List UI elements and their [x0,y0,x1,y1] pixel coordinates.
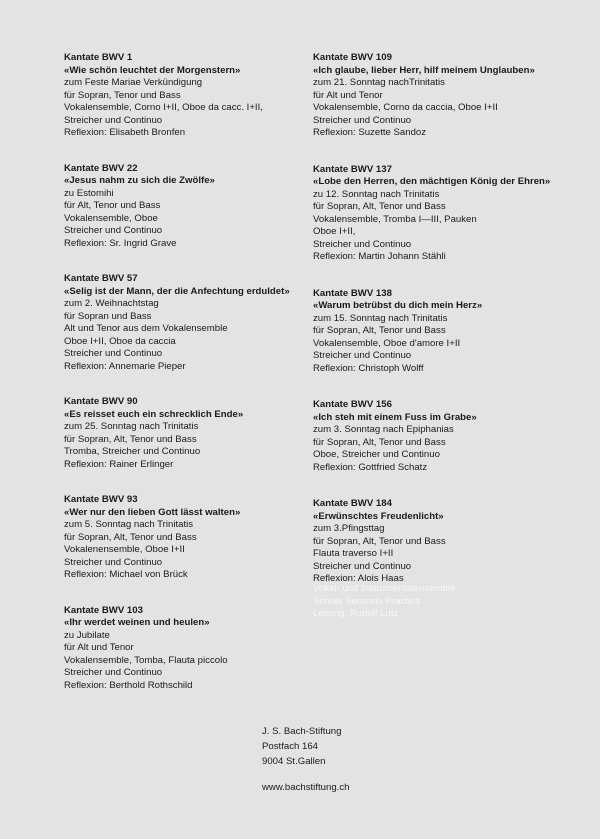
cantata-detail: für Alt und Tenor [64,642,134,653]
ensemble-credits [313,583,455,621]
cantata-detail: Streicher und Continuo [64,667,163,678]
cantata-detail: zum 21. Sonntag nachTrinitatis [313,77,445,88]
cantata-detail: Alt und Tenor aus dem Vokalensemble [64,323,228,334]
cantata-detail: Reflexion: Berthold Rothschild [64,679,193,691]
cantata-detail: für Sopran, Tenor und Bass [64,89,181,101]
cantata-detail: für Sopran, Alt, Tenor und Bass [64,433,197,445]
cantata-detail: Reflexion: Martin Johann Stähli [313,251,446,262]
cantata-detail: für Sopran, Alt, Tenor und Bass [313,535,446,547]
cantata-detail: Vokalensemble, Corno da caccia, Oboe I+II [313,102,498,113]
cantata-entry [64,605,314,693]
cantata-detail: Streicher und Continuo [313,350,412,361]
cantata-detail: Streicher und Continuo [64,556,163,568]
cantata-title: Kantate BWV 138 [313,287,392,299]
cantata-entry [313,52,563,140]
cantata-detail: Streicher und Continuo [313,238,412,250]
ensemble-subtitle: Schola Seconda Practica [313,595,421,607]
cantata-title: Kantate BWV 57 [64,273,138,284]
cantata-subtitle: «Selig ist der Mann, der die Anfechtung erduldet» [64,285,290,297]
cantata-entry [313,164,563,264]
cantata-detail: Streicher und Continuo [64,114,163,126]
cantata-title: Kantate BWV 103 [64,604,143,616]
ensemble-name: Vokal- und Instrumentalensemble [313,583,456,594]
cantata-subtitle: «Jesus nahm zu sich die Zwölfe» [64,175,215,186]
cantata-detail: Streicher und Continuo [64,225,163,236]
cantata-subtitle: «Lobe den Herren, den mächtigen König der Ehren» [313,176,551,187]
website-link[interactable]: www.bachstiftung.ch [262,782,350,793]
ensemble-director: Leitung: Rudolf Lutz [313,608,399,619]
cantata-detail: Vokalensemble, Oboe d'amore I+II [313,337,461,349]
cantata-detail: zu 12. Sonntag nach Trinitatis [313,188,440,200]
cantata-detail: zu Jubilate [64,629,110,641]
cantata-detail: Reflexion: Annemarie Pieper [64,360,186,372]
cantata-subtitle: «Erwünschtes Freudenlicht» [313,510,444,522]
cantata-title: Kantate BWV 22 [64,162,138,174]
address-line: J. S. Bach-Stiftung [262,726,342,737]
cantata-detail: Oboe, Streicher und Continuo [313,449,440,460]
cantata-detail: zu Estomihi [64,187,114,199]
cantata-detail: zum 2. Weihnachtstag [64,298,159,309]
cantata-detail: für Sopran, Alt, Tenor und Bass [313,436,446,448]
cantata-detail: Streicher und Continuo [313,114,412,126]
left-cantata-column [64,52,314,715]
cantata-title: Kantate BWV 1 [64,52,133,63]
cantata-subtitle: «Warum betrübst du dich mein Herz» [313,300,483,311]
cantata-detail: für Alt und Tenor [313,89,383,101]
cantata-detail: Reflexion: Michael von Brück [64,569,188,580]
cantata-detail: Streicher und Continuo [313,560,412,572]
cantata-detail: zum 5. Sonntag nach Trinitatis [64,519,194,530]
cantata-detail: Reflexion: Alois Haas [313,573,404,584]
cantata-title: Kantate BWV 90 [64,396,138,407]
address-line: Postfach 164 [262,741,319,752]
cantata-detail: Streicher und Continuo [64,348,163,359]
cantata-detail: für Alt, Tenor und Bass [64,200,161,211]
cantata-entry [64,273,314,373]
cantata-entry [64,163,314,251]
cantata-detail: zum 15. Sonntag nach Trinitatis [313,312,448,324]
cantata-detail: Reflexion: Rainer Erlinger [64,458,174,470]
cantata-title: Kantate BWV 156 [313,399,392,410]
cantata-title: Kantate BWV 184 [313,498,392,509]
cantata-detail: Reflexion: Sr. Ingrid Grave [64,237,177,249]
cantata-detail: für Sopran, Alt, Tenor und Bass [313,201,446,212]
cantata-detail: Flauta traverso I+II [313,548,394,559]
cantata-detail: Vokalensemble, Tromba I—III, Pauken [313,213,477,225]
cantata-title: Kantate BWV 109 [313,52,392,63]
cantata-detail: zum 3.Pfingsttag [313,523,385,534]
foundation-address [262,724,341,769]
cantata-detail: für Sopran, Alt, Tenor und Bass [313,325,446,336]
cantata-subtitle: «Ich glaube, lieber Herr, hilf meinem Unglauben» [313,64,535,76]
cantata-detail: Reflexion: Gottfried Schatz [313,461,428,473]
cantata-detail: zum 25. Sonntag nach Trinitatis [64,421,199,432]
cantata-detail: für Sopran, Alt, Tenor und Bass [64,531,197,543]
cantata-title: Kantate BWV 137 [313,163,392,175]
cantata-detail: Oboe I+II, Oboe da caccia [64,335,176,347]
cantata-entry [313,288,563,376]
cantata-detail: für Sopran und Bass [64,310,152,322]
cantata-detail: Oboe I+II, [313,226,356,237]
cantata-detail: Vokalenensemble, Oboe I+II [64,544,185,555]
cantata-entry [64,396,314,471]
cantata-entry [313,498,563,586]
cantata-entry [64,52,314,140]
cantata-subtitle: «Wer nur den lieben Gott lässt walten» [64,506,241,518]
cantata-subtitle: «Es reisset euch ein schrecklich Ende» [64,408,244,420]
cantata-detail: Vokalensemble, Corno I+II, Oboe da cacc. I+II, [64,102,263,113]
cantata-title: Kantate BWV 93 [64,494,138,505]
right-cantata-column [313,52,563,610]
cantata-detail: Reflexion: Elisabeth Bronfen [64,127,186,138]
cantata-subtitle: «Ihr werdet weinen und heulen» [64,617,210,628]
cantata-entry [313,399,563,474]
cantata-detail: Vokalensemble, Oboe [64,212,158,224]
cantata-subtitle: «Ich steh mit einem Fuss im Grabe» [313,411,477,423]
cantata-detail: Tromba, Streicher und Continuo [64,446,201,457]
address-line: 9004 St.Gallen [262,756,326,767]
cantata-detail: Reflexion: Christoph Wolff [313,362,424,374]
cantata-detail: zum Feste Mariae Verkündigung [64,77,203,88]
cantata-subtitle: «Wie schön leuchtet der Morgenstern» [64,64,241,76]
cantata-detail: Reflexion: Suzette Sandoz [313,127,427,138]
cantata-entry [64,494,314,582]
cantata-detail: Vokalensemble, Tomba, Flauta piccolo [64,654,228,666]
cantata-detail: zum 3. Sonntag nach Epiphanias [313,424,454,435]
